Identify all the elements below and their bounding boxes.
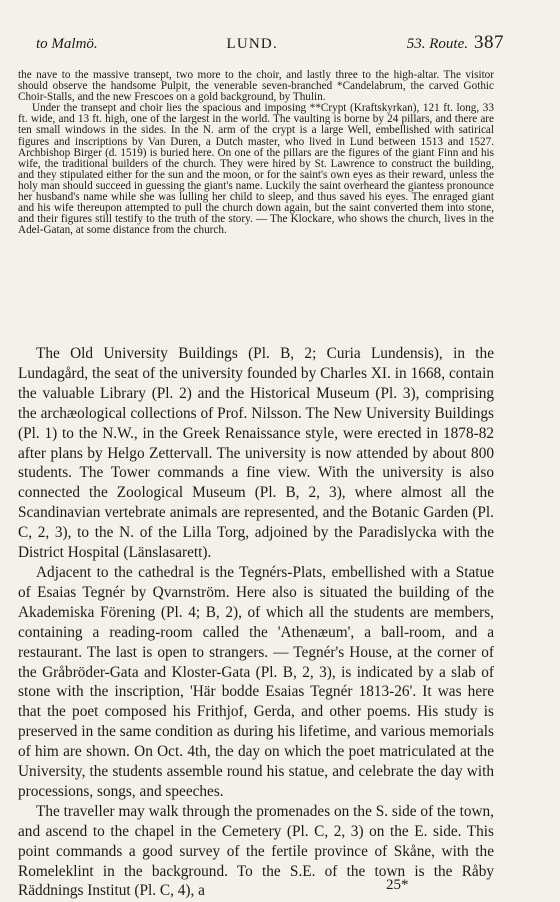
paragraph-university: The Old University Buildings (Pl. B, 2; Curia Lundensis), in the Lundagård, the seat of the university founded by Charles XI. in 1668, contain the valuable Library (Pl. 2) and the Historical Museum (Pl. 3), comprising the archæological collections of Prof. Nilsson. The New University Buildings (Pl. 1) to the N.W., in the Greek Renaissance style, were erected in 1878-82 after plans by Helgo Zettervall. The university is now attended by about 800 students. The Tower commands a fine view. With the university is also connected the Zoological Museum (Pl. B, 2, 3), where almost all the Scandinavian vertebrate animals are represented, and the Botanic Garden (Pl. C, 2, 3), to the N. of the Lilla Torg, adjoined by the Paradislycka with the District Hospital (Länslasarett). — [18, 345, 494, 562]
header-right — [407, 32, 504, 54]
header-route: 53. Route. — [406, 36, 468, 52]
small-paragraph-crypt: Under the transept and choir lies the spacious and imposing **Crypt (Kraftskyrkan), 121 ft. long, 33 ft. wide, and 13 ft. high, one of the largest in the world. The vaulting is borne by 24 pillars, and there are ten small windows in the sides. In the N. arm of the crypt is a large Well, embellished with satirical figures and inscriptions by Van Duren, a Dutch master, who lived in Lund between 1513 and 1527. Archbishop Birger (d. 1519) is buried here. On one of the pillars are the figures of the giant Finn and his wife, the traditional builders of the church. They were hired by St. Lawrence to construct the building, and they stipulated either for the sun and the moon, or for the saint's own eyes as their reward, unless the holy man should succeed in guessing the giant's name. Luckily the saint overheard the giantess pronounce her husband's name while she was lulling her child to sleep, and thus saved his eyes. The enraged giant and his wife thereupon attempted to pull the church down again, but the saint converted them into stone, and their figures still testify to the truth of the story. — The Klockare, who shows the church, lives in the Adel-Gatan, at some distance from the church. — [18, 102, 494, 237]
page-number: 387 — [474, 32, 504, 53]
header-center: LUND. — [226, 36, 278, 52]
small-paragraph-nave: the nave to the massive transept, two more to the choir, and lastly three to the high-altar. The visitor should observe the handsome Pulpit, the venerable seven-branched *Candelabrum, the carved Gothic Choir-Stalls, and the new Frescoes on a gold background, by Thulin. — [18, 69, 494, 104]
header-left: to Malmö. — [36, 36, 98, 52]
main-text-section — [18, 344, 494, 901]
printer-signature: 25* — [386, 877, 409, 893]
small-print-section — [18, 70, 494, 236]
paragraph-tegner: Adjacent to the cathedral is the Tegnérs-Plats, embellished with a Statue of Esaias Tegnér by Qvarnström. Here also is situated the building of the Akademiska Förening (Pl. 4; B, 2), of which all the students are members, containing a reading-room called the 'Athenæum', a ball-room, and a restaurant. The last is open to strangers. — Tegnér's House, at the corner of the Gråbröder-Gata and Kloster-Gata (Pl. B, 2, 3), is indicated by a slab of stone with the inscription, 'Här bodde Esaias Tegnér 1813-26'. It was here that the poet composed his Frithjof, Gerda, and other poems. His study is preserved in the same condition as during his lifetime, and various memorials of him are shown. On Oct. 4th, the day on which the poet matriculated at the University, the students assemble round his statue, and celebrate the day with processions, songs, and speeches. — [18, 563, 494, 800]
paragraph-promenades: The traveller may walk through the promenades on the S. side of the town, and ascend to the chapel in the Cemetery (Pl. C, 2, 3) on the E. side. This point commands a good survey of the fertile province of Skåne, with the Romeleklint in the background. To the S.E. of the town is the Råby Räddnings Institut (Pl. C, 4), a — [18, 802, 494, 900]
running-header — [36, 32, 504, 56]
